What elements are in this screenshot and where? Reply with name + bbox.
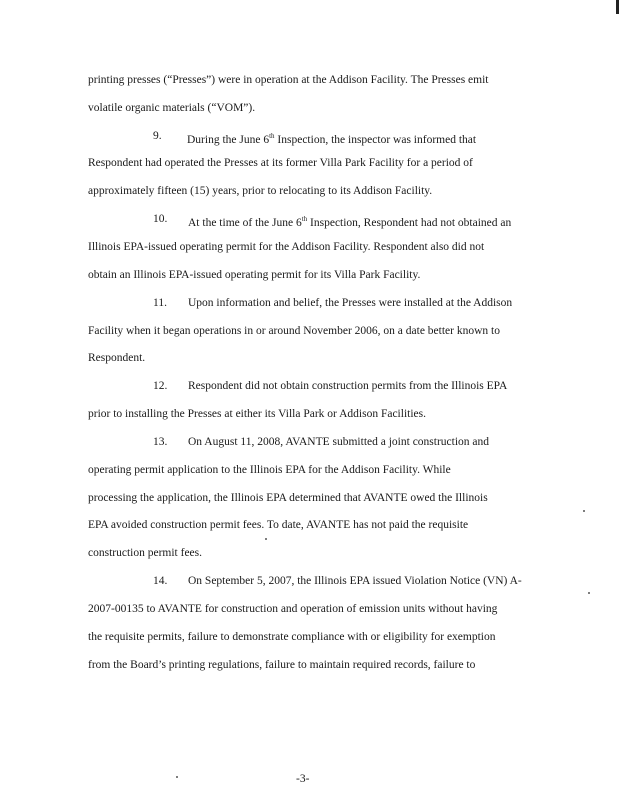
body-line: EPA avoided construction permit fees. To date, AVANTE has not paid the requisite [88, 519, 469, 531]
body-line: On September 5, 2007, the Illinois EPA issued Violation Notice (VN) A- [188, 575, 522, 587]
body-line: 2007-00135 to AVANTE for construction and operation of emission units without having [88, 603, 498, 615]
body-line: approximately fifteen (15) years, prior to relocating to its Addison Facility. [88, 185, 433, 197]
scan-speck [588, 592, 590, 594]
paragraph-number: 12. [153, 380, 168, 392]
body-line: obtain an Illinois EPA-issued operating permit for its Villa Park Facility. [88, 269, 421, 281]
body-line: On August 11, 2008, AVANTE submitted a joint construction and [188, 436, 490, 448]
body-line: from the Board’s printing regulations, failure to maintain required records, failure to [88, 659, 476, 671]
body-line: construction permit fees. [88, 547, 203, 559]
paragraph-number: 11. [153, 297, 167, 309]
scan-speck [583, 510, 585, 512]
scan-speck [176, 776, 178, 778]
body-line: processing the application, the Illinois EPA determined that AVANTE owed the Illinois [88, 492, 488, 504]
body-line: Illinois EPA-issued operating permit for the Addison Facility. Respondent also did not [88, 241, 485, 253]
body-line: the requisite permits, failure to demonstrate compliance with or eligibility for exemption [88, 631, 496, 643]
paragraph-number: 14. [153, 575, 168, 587]
body-line: prior to installing the Presses at either its Villa Park or Addison Facilities. [88, 408, 426, 420]
body-line: At the time of the June 6th Inspection, Respondent had not obtained an [188, 215, 512, 229]
body-line: volatile organic materials (“VOM”). [88, 102, 256, 114]
page-number: -3- [296, 773, 310, 785]
body-line: operating permit application to the Illinois EPA for the Addison Facility. While [88, 464, 451, 476]
paragraph-number: 10. [153, 213, 168, 225]
body-line: Upon information and belief, the Presses were installed at the Addison [188, 297, 513, 309]
body-line: Facility when it began operations in or around November 2006, on a date better known to [88, 325, 500, 337]
body-line: Respondent had operated the Presses at its former Villa Park Facility for a period of [88, 157, 473, 169]
body-line: printing presses (“Presses”) were in operation at the Addison Facility. The Presses emit [88, 74, 489, 86]
paragraph-number: 13. [153, 436, 168, 448]
scan-speck [265, 538, 267, 540]
paragraph-number: 9. [153, 130, 162, 142]
body-line: Respondent. [88, 352, 146, 364]
body-line: During the June 6th Inspection, the inspector was informed that [187, 132, 477, 146]
body-line: Respondent did not obtain construction permits from the Illinois EPA [188, 380, 508, 392]
